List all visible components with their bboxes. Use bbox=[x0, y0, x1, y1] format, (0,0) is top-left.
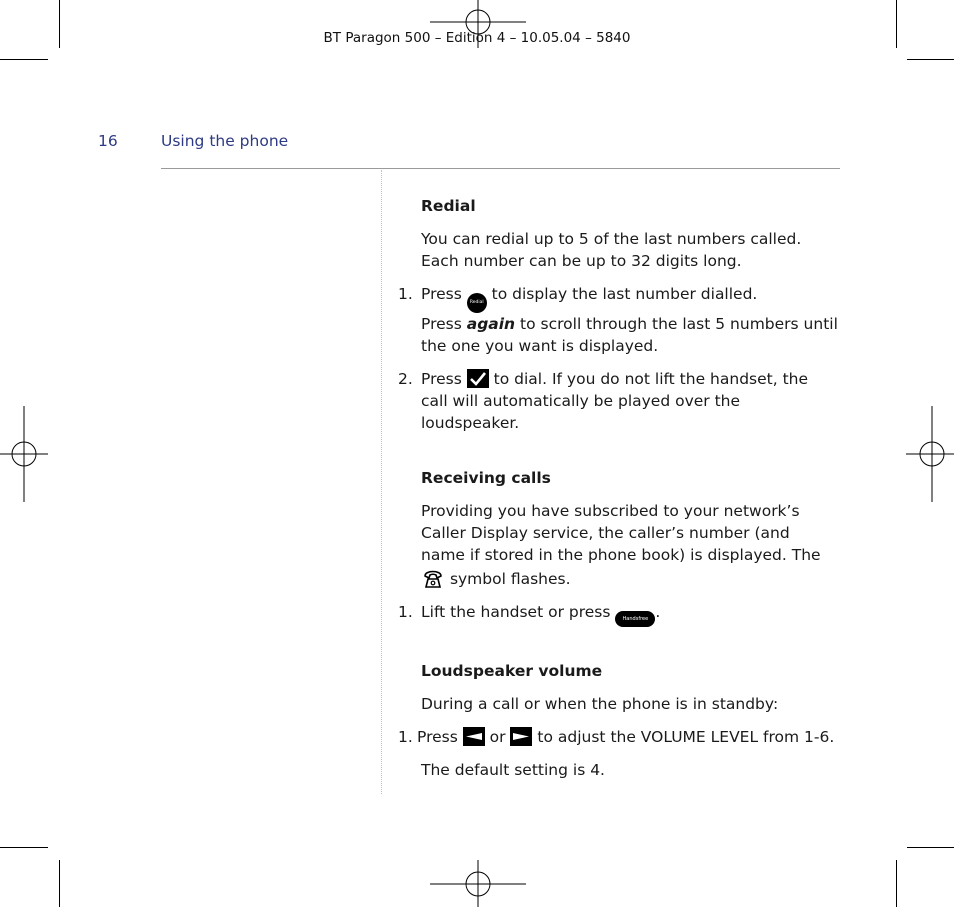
emphasis-again: again bbox=[466, 315, 516, 333]
redial-key-icon: Redial bbox=[467, 293, 487, 313]
crop-mark bbox=[907, 847, 954, 848]
registration-mark-icon bbox=[906, 406, 954, 502]
redial-step-2 bbox=[398, 368, 838, 434]
redial-intro-line1: You can redial up to 5 of the last numbers called. bbox=[421, 230, 802, 248]
step-number: 2. bbox=[398, 370, 413, 388]
step-number: 1. bbox=[398, 728, 413, 746]
handsfree-key-icon: Handsfree bbox=[615, 611, 655, 627]
column-divider bbox=[381, 170, 382, 794]
header-rule bbox=[161, 168, 840, 169]
step-text: Press Redial to display the last number dialled. Press again to scroll through the last 5 numbers until the one you want is displayed. bbox=[421, 285, 838, 355]
step-number: 1. bbox=[398, 285, 413, 303]
volume-intro: During a call or when the phone is in standby: bbox=[421, 695, 779, 713]
volume-down-key-icon bbox=[463, 727, 485, 746]
redial-intro-line2: Each number can be up to 32 digits long. bbox=[421, 252, 742, 270]
check-key-icon bbox=[467, 369, 489, 388]
crop-mark bbox=[907, 59, 954, 60]
redial-step-1 bbox=[398, 283, 838, 357]
page-number: 16 bbox=[98, 132, 118, 150]
step-number: 1. bbox=[398, 603, 413, 621]
crop-mark bbox=[0, 847, 48, 848]
volume-default-note: The default setting is 4. bbox=[421, 761, 605, 779]
print-info: BT Paragon 500 – Edition 4 – 10.05.04 – 5840 bbox=[323, 30, 631, 46]
volume-up-key-icon bbox=[510, 727, 532, 746]
receiving-heading: Receiving calls bbox=[421, 469, 551, 487]
registration-mark-icon bbox=[0, 406, 48, 502]
volume-heading: Loudspeaker volume bbox=[421, 662, 603, 680]
receiving-intro: Providing you have subscribed to your network’s Caller Display service, the caller’s number (and name if stored in the phone book) is displayed. The symbol flashes. bbox=[421, 502, 821, 588]
receiving-step-1 bbox=[398, 601, 838, 627]
crop-mark bbox=[0, 59, 48, 60]
redial-heading: Redial bbox=[421, 197, 476, 215]
step-text: Press to dial. If you do not lift the handset, the call will automatically be played over the loudspeaker. bbox=[421, 370, 809, 432]
section-title: Using the phone bbox=[161, 132, 289, 150]
step-text: Press or to adjust the VOLUME LEVEL from 1-6. bbox=[417, 728, 835, 746]
crop-mark bbox=[59, 860, 60, 907]
volume-step-1 bbox=[398, 726, 838, 748]
redial-intro bbox=[398, 228, 838, 272]
crop-mark bbox=[896, 860, 897, 907]
step-text: Lift the handset or press Handsfree . bbox=[421, 601, 838, 627]
main-content bbox=[398, 195, 838, 792]
incoming-call-icon bbox=[421, 566, 445, 590]
registration-mark-icon bbox=[430, 860, 526, 907]
